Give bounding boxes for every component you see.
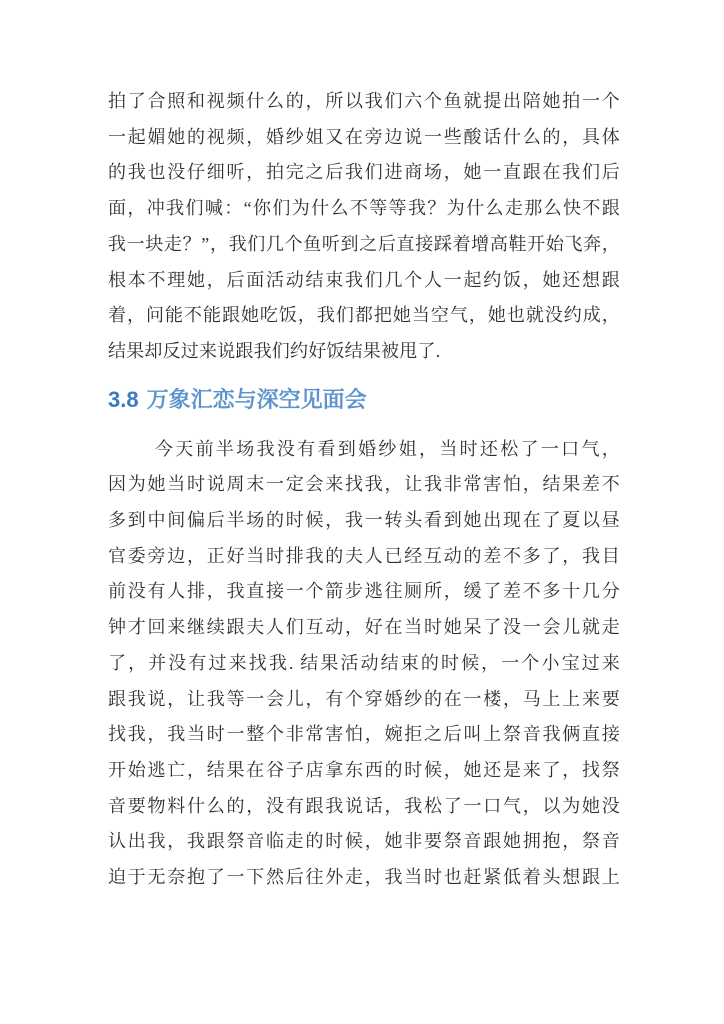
text-line: 找我，我当时一整个非常害怕，婉拒之后叫上祭音我俩直接 [108,724,620,745]
text-line: 多到中间偏后半场的时候，我一转头看到她出现在了夏以昼 [108,510,620,531]
text-line: 开始逃亡，结果在谷子店拿东西的时候，她还是来了，找祭 [108,759,620,780]
text-line: 认出我，我跟祭音临走的时候，她非要祭音跟她拥抱，祭音 [108,831,620,852]
text-line: 迫于无奈抱了一下然后往外走，我当时也赶紧低着头想跟上 [108,867,620,888]
text-line: 官委旁边，正好当时排我的夫人已经互动的差不多了，我目 [108,545,620,566]
text-line: 音要物料什么的，没有跟我说话，我松了一口气，以为她没 [108,795,620,816]
text-line: 一起媚她的视频，婚纱姐又在旁边说一些酸话什么的，具体 [108,126,620,147]
text-line: 结果却反过来说跟我们约好饭结果被甩了. [108,340,441,361]
text-line: 今天前半场我没有看到婚纱姐，当时还松了一口气， [155,438,620,459]
text-line: 着，问能不能跟她吃饭，我们都把她当空气，她也就没约成， [108,305,620,326]
paragraph-1 [108,84,620,370]
section-heading [108,382,620,418]
text-line: 因为她当时说周末一定会来找我，让我非常害怕，结果差不 [108,474,620,495]
text-line: 的我也没仔细听，拍完之后我们进商场，她一直跟在我们后 [108,162,620,183]
text-line: 拍了合照和视频什么的，所以我们六个鱼就提出陪她拍一个 [108,91,620,111]
document-body [108,84,620,896]
text-line: 跟我说，让我等一会儿，有个穿婚纱的在一楼，马上上来要 [108,688,620,709]
paragraph-2 [108,432,620,896]
text-line: 钟才回来继续跟夫人们互动，好在当时她呆了没一会儿就走 [108,617,620,638]
text-line: 我一块走？”，我们几个鱼听到之后直接踩着增高鞋开始飞奔， [108,233,620,254]
section-heading-title: 万象汇恋与深空见面会 [146,386,367,412]
text-line: 面，冲我们喊：“你们为什么不等等我？为什么走那么快不跟 [108,198,620,219]
text-line: 了，并没有过来找我. 结果活动结束的时候，一个小宝过来 [108,652,620,673]
text-line: 前没有人排，我直接一个箭步逃往厕所，缓了差不多十几分 [108,581,620,602]
section-heading-number: 3.8 [108,386,139,412]
text-line: 根本不理她，后面活动结束我们几个人一起约饭，她还想跟 [108,269,620,290]
